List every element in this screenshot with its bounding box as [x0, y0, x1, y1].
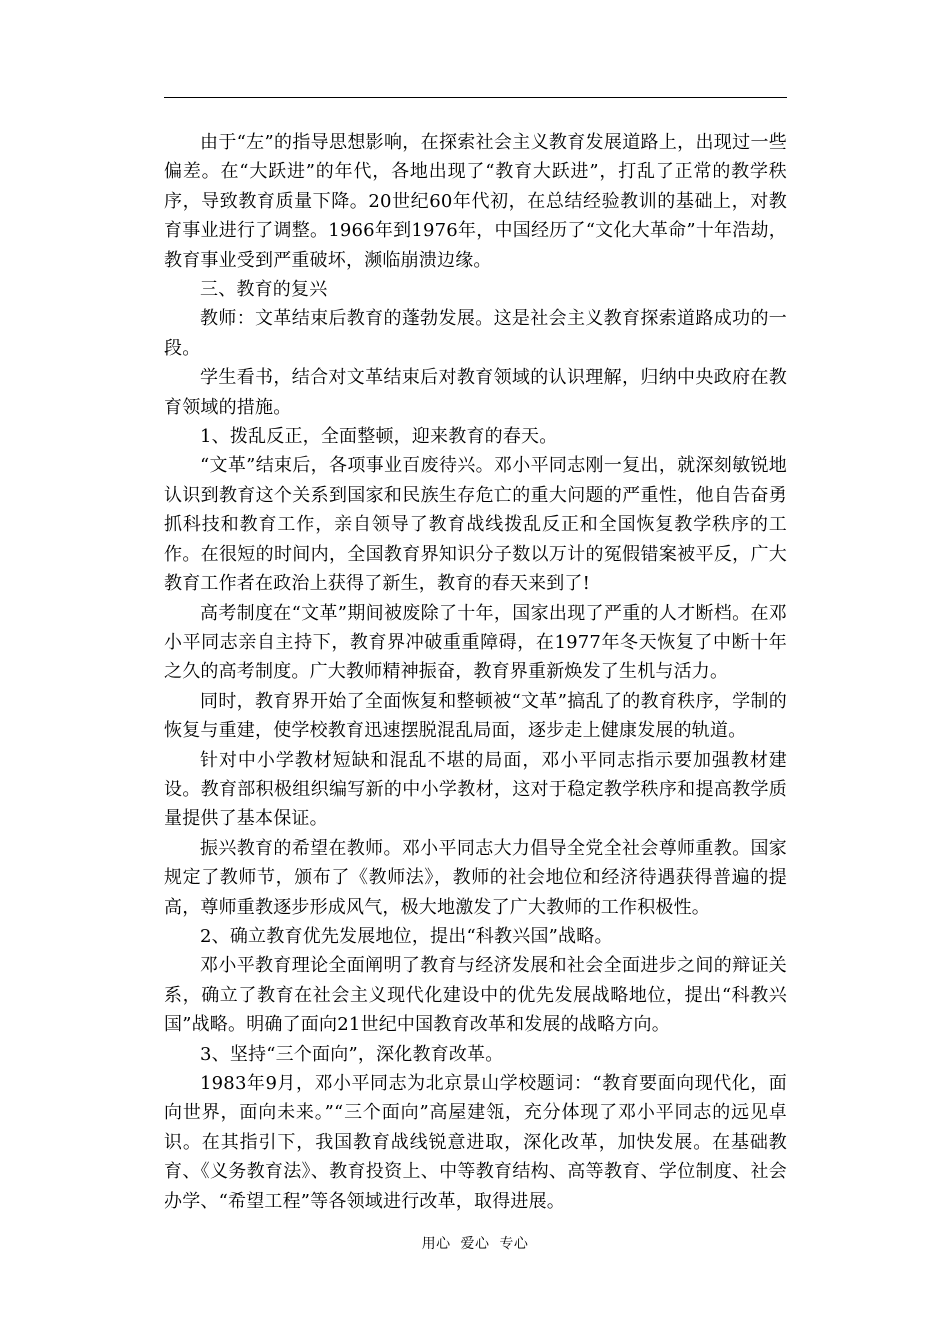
header-rule [164, 97, 787, 98]
subheading-1: 1、拨乱反正，全面整顿，迎来教育的春天。 [200, 426, 558, 448]
paragraph-gaokao: 高考制度在“文革”期间被废除了十年，国家出现了严重的人才断档。在邓小平同志亲自主持下，教育界冲破重重障碍，在1977年冬天恢复了中断十年之久的高考制度。广大教师精神振奋，教育界重新焕发了生机与活力。 [164, 602, 787, 683]
paragraph-1: 由于“左”的指导思想影响，在探索社会主义教育发展道路上，出现过一些偏差。在“大跃进”的年代，各地出现了“教育大跃进”，打乱了正常的教学秩序，导致教育质量下降。20世纪60年代初，在总结经验教训的基础上，对教育事业进行了调整。1966年到1976年，中国经历了“文化大革命”十年浩劫，教育事业受到严重破坏，濒临崩溃边缘。 [164, 132, 787, 271]
paragraph-textbooks: 针对中小学教材短缺和混乱不堪的局面，邓小平同志指示要加强教材建设。教育部积极组织编写新的中小学教材，这对于稳定教学秩序和提高教学质量提供了基本保证。 [164, 749, 787, 830]
paragraph-teachers: 振兴教育的希望在教师。邓小平同志大力倡导全党全社会尊师重教。国家规定了教师节，颁布了《教师法》，教师的社会地位和经济待遇获得普遍的提高，尊师重教逐步形成风气，极大地激发了广大教师的工作积极性。 [164, 837, 787, 918]
paragraph-teacher-intro: 教师：文革结束后教育的蓬勃发展。这是社会主义教育探索道路成功的一段。 [164, 308, 787, 359]
paragraph-student-task: 学生看书，结合对文革结束后对教育领域的认识理解，归纳中央政府在教育领域的措施。 [164, 367, 787, 418]
subheading-3: 3、坚持“三个面向”，深化教育改革。 [200, 1043, 504, 1065]
paragraph-three-orientations: 1983年9月，邓小平同志为北京景山学校题词：“教育要面向现代化，面向世界，面向未来。”“三个面向”高屋建瓴，充分体现了邓小平同志的远见卓识。在其指引下，我国教育战线锐意进取，深化改革，加快发展。在基础教育、《义务教育法》、教育投资上、中等教育结构、高等教育、学位制度、社会办学、“希望工程”等各领域进行改革，取得进展。 [164, 1073, 787, 1212]
subheading-2: 2、确立教育优先发展地位，提出“科教兴国”战略。 [200, 925, 613, 947]
document-body [164, 128, 787, 1216]
paragraph-order-restoration: 同时，教育界开始了全面恢复和整顿被“文革”搞乱了的教育秩序，学制的恢复与重建，使学校教育迅速摆脱混乱局面，逐步走上健康发展的轨道。 [164, 690, 787, 742]
paragraph-after-culture-revolution: “文革”结束后，各项事业百废待兴。邓小平同志刚一复出，就深刻敏锐地认识到教育这个关系到国家和民族生存危亡的重大问题的严重性，他自告奋勇抓科技和教育工作，亲自领导了教育战线拨乱反正和全国恢复教学秩序的工作。在很短的时间内，全国教育界知识分子数以万计的冤假错案被平反，广大教育工作者在政治上获得了新生，教育的春天来到了! [164, 455, 787, 595]
paragraph-priority: 邓小平教育理论全面阐明了教育与经济发展和社会全面进步之间的辩证关系，确立了教育在社会主义现代化建设中的优先发展战略地位，提出“科教兴国”战略。明确了面向21世纪中国教育改革和发展的战略方向。 [164, 955, 787, 1036]
section-heading-revival: 三、教育的复兴 [200, 279, 328, 301]
page-footer: 用心 爱心 专心 [421, 1236, 529, 1252]
